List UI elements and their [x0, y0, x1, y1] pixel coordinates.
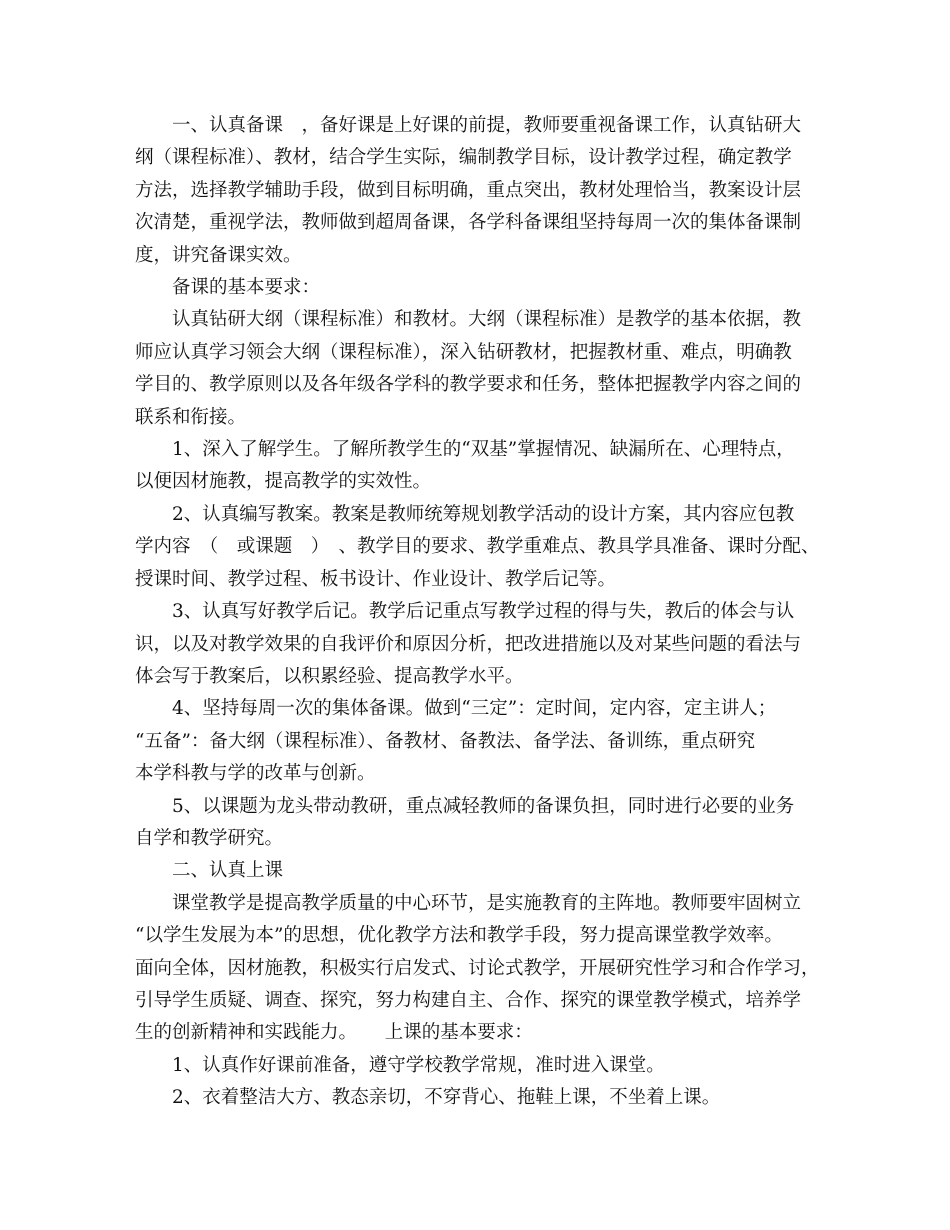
- text-line: 3、认真写好教学后记。教学后记重点写教学过程的得与失，教后的体会与认: [135, 601, 795, 623]
- para-item-1-students: [135, 434, 825, 499]
- text-line: 课堂教学是提高教学质量的中心环节，是实施教育的主阵地。教师要牢固树立: [135, 892, 802, 914]
- para-classroom-teaching: [135, 888, 825, 1050]
- text-line: 引导学生质疑、调查、探究，努力构建自主、合作、探究的课堂教学模式，培养学: [135, 989, 802, 1011]
- text-line: 度，讲究备课实效。: [135, 244, 302, 266]
- para-study-syllabus: [135, 304, 825, 434]
- text-line: 体会写于教案后，以积累经验、提高教学水平。: [135, 665, 524, 687]
- text-line: “五备”：备大纲（课程标准）、备教材、备教法、备学法、备训练，重点研究: [135, 730, 756, 752]
- text-line: 4、坚持每周一次的集体备课。做到“三定”：定时间，定内容，定主讲人；: [135, 698, 777, 720]
- text-line: 师应认真学习领会大纲（课程标准），深入钻研教材，把握教材重、难点，明确教: [135, 341, 792, 363]
- text-line: 方法，选择教学辅助手段，做到目标明确，重点突出，教材处理恰当，教案设计层: [135, 179, 802, 201]
- text-line: 次清楚，重视学法，教师做到超周备课，各学科备课组坚持每周一次的集体备课制: [135, 212, 802, 234]
- para-class-item-2: [135, 1082, 825, 1114]
- document-body: [135, 110, 825, 1115]
- text-line: 二、认真上课: [135, 860, 284, 882]
- text-line: 认真钻研大纲（课程标准）和教材。大纲（课程标准）是教学的基本依据，教: [135, 309, 802, 331]
- para-class-item-1: [135, 1050, 825, 1082]
- para-preparation-requirements-heading: [135, 272, 825, 304]
- text-line: 5、以课题为龙头带动教研，重点减轻教师的备课负担，同时进行必要的业务: [135, 795, 795, 817]
- text-line: 一、认真备课 ，备好课是上好课的前提，教师要重视备课工作，认真钻研大: [135, 115, 802, 136]
- para-item-5-research: [135, 791, 825, 856]
- text-line: 1、认真作好课前准备，遵守学校教学常规，准时进入课堂。: [135, 1054, 665, 1076]
- para-teaching-heading: [135, 855, 825, 887]
- text-line: 1、深入了解学生。了解所教学生的“双基”掌握情况、缺漏所在、心理特点，: [135, 439, 795, 461]
- text-line: 授课时间、教学过程、板书设计、作业设计、教学后记等。: [135, 568, 617, 590]
- text-line: “以学生发展为本”的思想，优化教学方法和教学手段，努力提高课堂教学效率。: [135, 925, 783, 947]
- text-line: 2、衣着整洁大方、教态亲切，不穿背心、拖鞋上课，不坐着上课。: [135, 1087, 721, 1109]
- para-item-2-lesson-plan: [135, 499, 825, 596]
- text-line: 2、认真编写教案。教案是教师统筹规划教学活动的设计方案，其内容应包教: [135, 503, 795, 525]
- text-line: 学目的、教学原则以及各年级各学科的教学要求和任务，整体把握教学内容之间的: [135, 374, 802, 396]
- text-line: 本学科教与学的改革与创新。: [135, 763, 376, 785]
- text-line: 备课的基本要求：: [135, 277, 321, 299]
- text-line: 自学和教学研究。: [135, 827, 284, 849]
- text-line: 面向全体，因材施教，积极实行启发式、讨论式教学，开展研究性学习和合作学习，: [135, 957, 820, 979]
- text-line: 学内容 （ 或课题 ） 、教学目的要求、教学重难点、教具学具准备、课时分配、: [135, 536, 820, 558]
- text-line: 联系和衔接。: [135, 406, 247, 428]
- text-line: 生的创新精神和实践能力。 上课的基本要求：: [135, 1022, 533, 1044]
- text-line: 识，以及对教学效果的自我评价和原因分析，把改进措施以及对某些问题的看法与: [135, 633, 802, 655]
- para-item-3-reflection: [135, 596, 825, 693]
- text-line: 纲（课程标准）、教材，结合学生实际，编制教学目标，设计教学过程，确定教学: [135, 147, 792, 169]
- para-preparation-intro: [135, 110, 825, 272]
- para-item-4-collective: [135, 693, 825, 790]
- text-line: 以便因材施教，提高教学的实效性。: [135, 471, 432, 493]
